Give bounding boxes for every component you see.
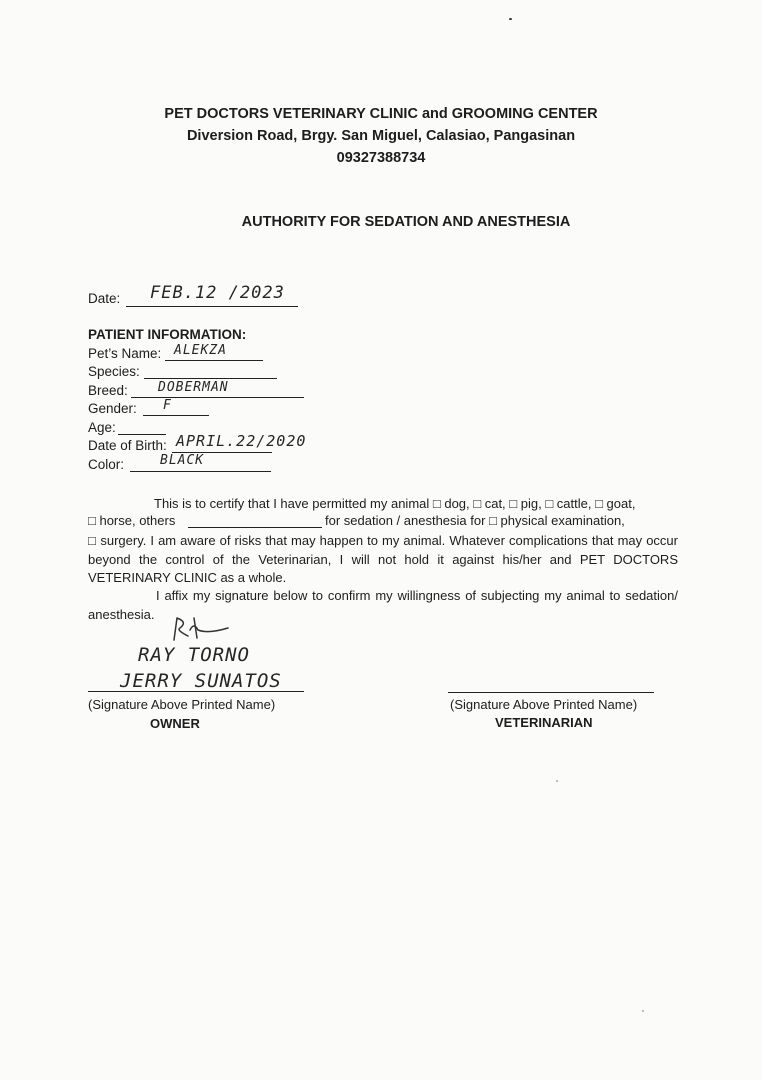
affix-paragraph: I affix my signature below to confirm my willingness of subjecting my animal to sedation/ anesthesia. — [88, 588, 678, 622]
certify-line-1: This is to certify that I have permitted my animal □ dog, □ cat, □ pig, □ cattle, □ goat, — [154, 496, 636, 511]
clinic-phone: 09327388734 — [336, 150, 426, 166]
date-label: Date: — [88, 291, 121, 306]
gender-line — [143, 415, 209, 416]
color-line — [130, 471, 271, 472]
owner-role: OWNER — [150, 716, 200, 731]
dob-label: Date of Birth: — [88, 438, 167, 453]
species-label: Species: — [88, 364, 140, 379]
form-title: AUTHORITY FOR SEDATION AND ANESTHESIA — [241, 214, 571, 230]
vet-role: VETERINARIAN — [495, 715, 593, 730]
color-value: BLACK — [160, 453, 205, 468]
owner-printed-name-2: JERRY SUNATOS — [120, 670, 282, 692]
vet-signature-line — [448, 692, 654, 693]
date-line — [126, 306, 298, 307]
breed-label: Breed: — [88, 383, 128, 398]
others-line — [188, 527, 322, 528]
pet-name-label: Pet’s Name: — [88, 346, 162, 361]
scan-speck — [509, 18, 512, 20]
age-label: Age: — [88, 420, 116, 435]
gender-label: Gender: — [88, 401, 137, 416]
date-value: FEB.12 /2023 — [150, 283, 285, 303]
species-line — [144, 378, 277, 379]
dob-value: APRIL.22/2020 — [176, 432, 307, 450]
scan-speck — [642, 1010, 644, 1012]
pet-name-line — [165, 360, 263, 361]
clinic-name: PET DOCTORS VETERINARY CLINIC and GROOMING CENTER — [164, 106, 598, 122]
breed-line — [131, 397, 304, 398]
breed-value: DOBERMAN — [158, 380, 229, 395]
vet-signature-caption: (Signature Above Printed Name) — [450, 697, 638, 712]
owner-signature-line — [88, 691, 304, 692]
pet-name-value: ALEKZA — [174, 343, 227, 358]
owner-signature-caption: (Signature Above Printed Name) — [88, 697, 276, 712]
gender-value: F — [163, 398, 172, 413]
clinic-address: Diversion Road, Brgy. San Miguel, Calasiao, Pangasinan — [186, 128, 576, 144]
owner-signature — [168, 614, 238, 644]
certify-line-2b: for sedation / anesthesia for □ physical examination, — [325, 513, 625, 528]
color-label: Color: — [88, 457, 125, 472]
age-line — [118, 434, 166, 435]
patient-info-heading: PATIENT INFORMATION: — [88, 327, 247, 342]
scan-speck — [556, 780, 558, 782]
certify-paragraph-rest: □ surgery. I am aware of risks that may happen to my animal. Whatever complications that may occur beyond the control of the Veterinarian, I will not hold it against his/her and PET DOCTORS VETERINARY CLINIC as a whole. — [88, 533, 678, 585]
certify-line-2a: □ horse, others — [88, 513, 176, 528]
owner-printed-name-1: RAY TORNO — [138, 644, 250, 666]
